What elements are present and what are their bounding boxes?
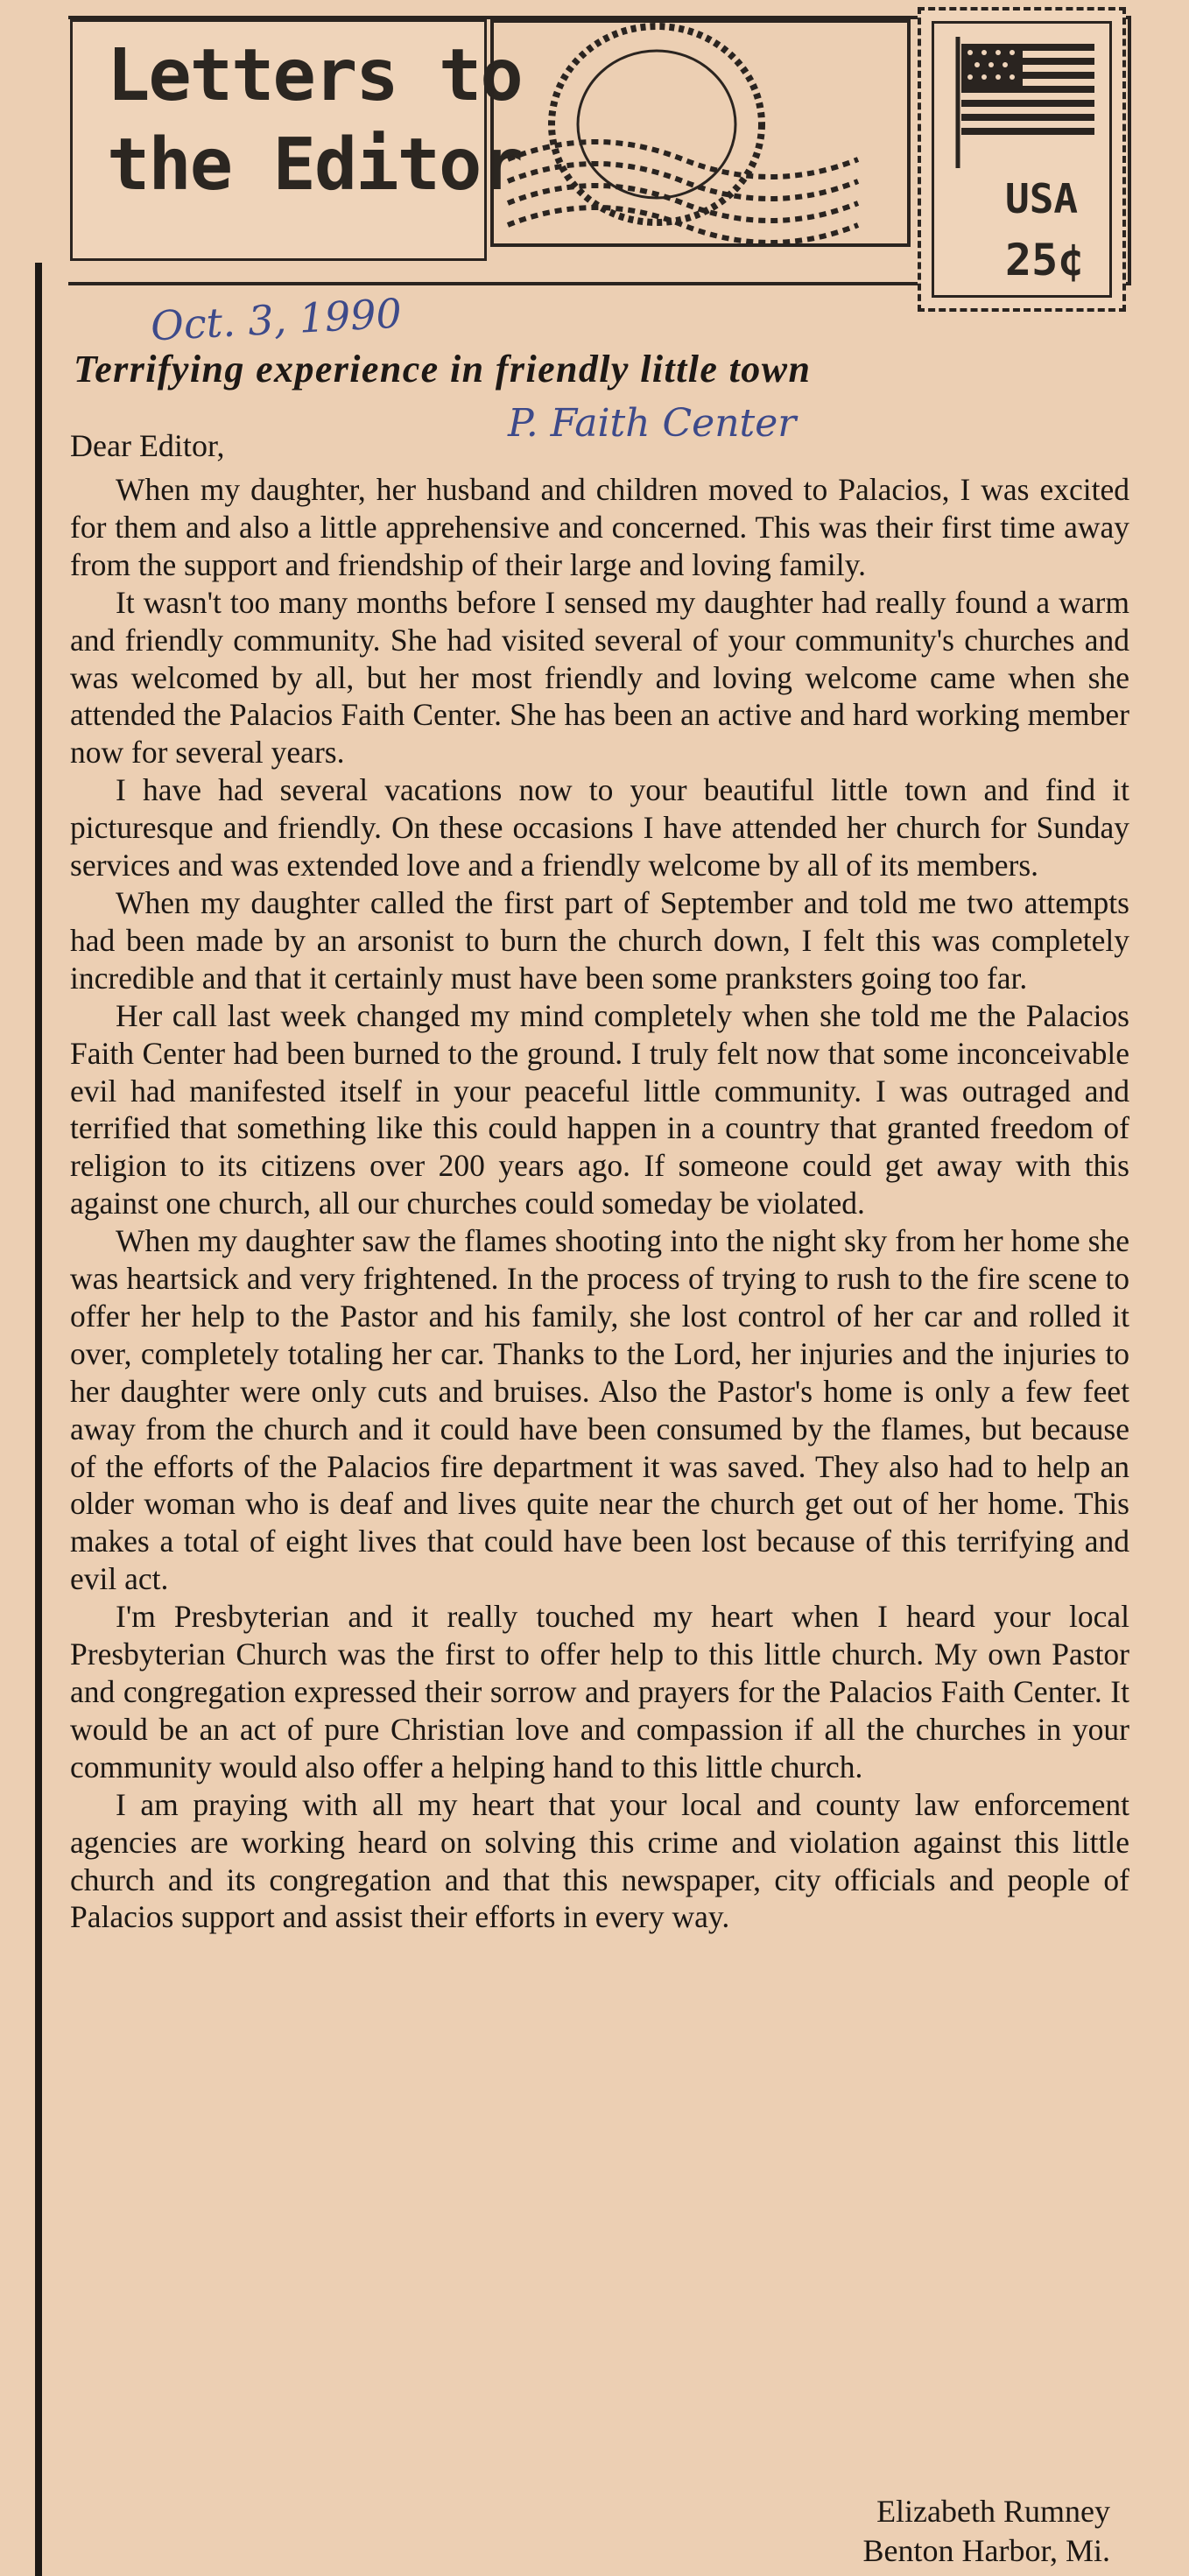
paragraph: When my daughter, her husband and children moved to Palacios, I was excited for them and also a little apprehensive and concerned. This was their first time away from the support and friendship of their large and loving family. (70, 472, 1129, 582)
letter-body (70, 471, 1129, 1936)
stamp-price: 25¢ (1005, 235, 1085, 285)
masthead-title-line1: Letters to (107, 34, 522, 117)
paragraph: I have had several vacations now to your beautiful little town and find it picturesque and friendly. On these occasions I have attended her church for Sunday services and was extended love and a friendly welcome by all of its members. (70, 772, 1129, 883)
signature-block (862, 2492, 1110, 2571)
postage-stamp (918, 7, 1126, 312)
signature-place: Benton Harbor, Mi. (862, 2533, 1110, 2568)
stamp-country: USA (1005, 175, 1079, 222)
envelope-postmark-illustration (490, 19, 911, 247)
signature-name: Elizabeth Rumney (876, 2494, 1110, 2529)
column-rule (35, 263, 42, 2576)
article-headline: Terrifying experience in friendly little town (74, 348, 812, 391)
masthead-title-line2: the Editor (107, 123, 522, 207)
paragraph: Her call last week changed my mind completely when she told me the Palacios Faith Center had been burned to the ground. I truly felt now that some inconceivable evil had manifested itself in your peaceful little community. I was outraged and terrified that something like this could happen in a country that granted freedom of religion to its citizens over 200 years ago. If someone could get away with this against one church, all our churches could someday be violated. (70, 997, 1129, 1221)
handwritten-note: P. Faith Center (508, 401, 797, 446)
paragraph: I am praying with all my heart that your local and county law enforcement agencies are working heard on solving this crime and violation against this little church and its congregation and that this newspaper, city officials and people of Palacios support and assist their efforts in every way. (70, 1786, 1129, 1935)
us-flag-icon (946, 28, 1103, 168)
paragraph: It wasn't too many months before I sensed my daughter had really found a warm and friendly community. She had visited several of your community's churches and was welcomed by all, but her most friendly and loving welcome came when she attended the Palacios Faith Center. She has been an active and hard working member now for several years. (70, 584, 1129, 771)
salutation: Dear Editor, (70, 428, 225, 463)
paragraph: When my daughter saw the flames shooting into the night sky from her home she was heartsick and very frightened. In the process of trying to rush to the fire scene to offer her help to the Pastor and his family, she lost control of her car and rolled it over, completely totaling her car. Thanks to the Lord, her injuries and the injuries to her daughter were only cuts and bruises. Also the Pastor's home is only a few feet away from the church and it could have been consumed by the flames, but because of the efforts of the Palacios fire department it was saved. They also had to help an older woman who is deaf and lives quite near the church get out of her home. This makes a total of eight lives that could have been lost because of this terrifying and evil act. (70, 1223, 1129, 1597)
paragraph: I'm Presbyterian and it really touched my heart when I heard your local Presbyterian Church was the first to offer help to this little church. My own Pastor and congregation expressed their sorrow and prayers for the Palacios Faith Center. It would be an act of pure Christian love and compassion if all the churches in your community would also offer a helping hand to this little church. (70, 1599, 1129, 1784)
paragraph: When my daughter called the first part of September and told me two attempts had been made by an arsonist to burn the church down, I felt this was completely incredible and that it certainly must have been some pranksters going too far. (70, 884, 1129, 996)
masthead-title (107, 32, 522, 210)
handwritten-date: Oct. 3, 1990 (149, 289, 403, 350)
